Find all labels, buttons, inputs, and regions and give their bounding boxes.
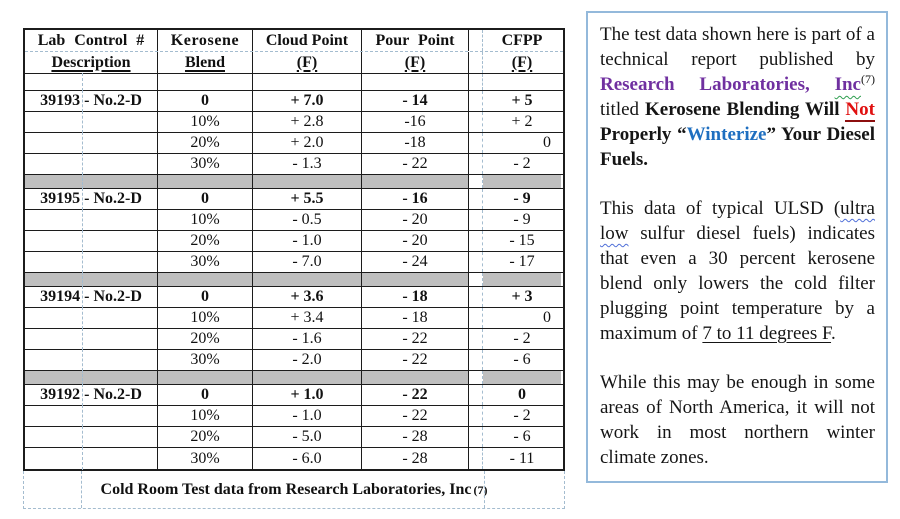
para2-middle: sulfur diesel fuels) indicates that even a 30 percent kerosene blend only lowers the cold filter plugging point temperature by a maximum of (600, 223, 875, 344)
data-row (25, 112, 563, 133)
data-row (25, 189, 563, 210)
separator-row (25, 175, 563, 189)
cloud-point-value: - 1.6 (253, 329, 362, 349)
data-row (25, 91, 563, 112)
cfpp-value: 0 (543, 134, 551, 151)
paragraph-3: While this may be enough in some areas of North America, it will not work in most northern winter climate zones. (600, 372, 875, 468)
cfpp-value: + 5 (511, 92, 533, 109)
pour-point-value: - 22 (362, 385, 469, 405)
pour-point-value: - 28 (362, 427, 469, 447)
cfpp-value: - 2 (513, 407, 531, 424)
col-header-lab-control: Lab Control # (25, 30, 158, 51)
blend-value: 30% (158, 154, 253, 174)
pour-point-value: -16 (362, 112, 469, 132)
data-row (25, 252, 563, 273)
blend-value: 20% (158, 231, 253, 251)
cloud-point-value: - 7.0 (253, 252, 362, 272)
cfpp-value: - 6 (513, 428, 531, 445)
cloud-point-value: + 1.0 (253, 385, 362, 405)
cloud-point-value: + 2.8 (253, 112, 362, 132)
cfpp-value: - 2 (513, 155, 531, 172)
para2-period: . (831, 323, 836, 344)
blend-value: 10% (158, 308, 253, 328)
pour-point-value: - 28 (362, 448, 469, 469)
col-header-description: Description (25, 52, 158, 73)
pour-point-value: - 22 (362, 154, 469, 174)
cfpp-value: - 17 (509, 253, 535, 270)
blend-value: 30% (158, 252, 253, 272)
blend-value: 10% (158, 210, 253, 230)
blend-value: 20% (158, 329, 253, 349)
separator-row (25, 273, 563, 287)
test-data-table (23, 28, 565, 509)
data-row (25, 448, 563, 469)
pour-point-value: - 18 (362, 287, 469, 307)
pour-point-value: - 20 (362, 231, 469, 251)
col-header-cloud-point: Cloud Point (253, 30, 362, 51)
para2-degrees-range: 7 to 11 degrees F (702, 323, 832, 344)
cloud-point-value: - 1.0 (253, 406, 362, 426)
cfpp-value: - 11 (509, 449, 535, 467)
data-row (25, 154, 563, 175)
cloud-point-value: - 0.5 (253, 210, 362, 230)
data-row (25, 308, 563, 329)
blend-value: 0 (158, 385, 253, 405)
empty-row (25, 74, 563, 91)
data-row (25, 231, 563, 252)
table-body (23, 28, 565, 471)
data-row (25, 427, 563, 448)
data-row (25, 385, 563, 406)
cfpp-value: - 9 (513, 211, 531, 228)
pour-point-value: - 24 (362, 252, 469, 272)
col-header-blend: Blend (158, 52, 253, 73)
header-row-2 (25, 52, 563, 74)
company-inc: Inc (834, 74, 861, 95)
cfpp-value: + 2 (511, 113, 533, 130)
blend-value: 10% (158, 112, 253, 132)
cloud-point-value: - 2.0 (253, 350, 362, 370)
close-quote: ” (766, 124, 776, 145)
cloud-point-value: + 5.5 (253, 189, 362, 209)
report-title-not: Not (845, 99, 875, 120)
blend-value: 20% (158, 133, 253, 153)
footnote-text: Cold Room Test data from Research Laboratories, Inc (100, 480, 472, 498)
blend-value: 30% (158, 350, 253, 370)
company-name: Research Laboratories, (600, 74, 835, 95)
cloud-point-value: + 7.0 (253, 91, 362, 111)
pour-point-value: - 16 (362, 189, 469, 209)
report-title-properly: Properly (600, 124, 678, 145)
col-header-cloud-unit: (F) (253, 52, 362, 73)
header-row-1 (25, 30, 563, 52)
sample-label: 39195 - No.2-D (25, 189, 158, 209)
pour-point-value: - 22 (362, 406, 469, 426)
table-footnote: Cold Room Test data from Research Laboratories, Inc (7) (23, 471, 565, 509)
cfpp-value: + 3 (511, 288, 533, 305)
cloud-point-value: + 2.0 (253, 133, 362, 153)
cfpp-value: - 15 (509, 232, 535, 249)
paragraph-2 (600, 196, 875, 346)
cloud-point-value: - 1.0 (253, 231, 362, 251)
pour-point-value: - 22 (362, 329, 469, 349)
cfpp-value: 0 (518, 386, 526, 403)
para2-start: This data of typical ULSD ( (600, 198, 841, 219)
data-row (25, 406, 563, 427)
data-row (25, 210, 563, 231)
cloud-point-value: + 3.4 (253, 308, 362, 328)
cfpp-value: - 2 (513, 330, 531, 347)
data-row (25, 350, 563, 371)
blend-value: 0 (158, 189, 253, 209)
spacer-cell (469, 30, 483, 51)
spacer-cell (469, 52, 483, 73)
col-header-pour-point: Pour Point (362, 30, 469, 51)
blend-value: 0 (158, 91, 253, 111)
col-header-pour-unit: (F) (362, 52, 469, 73)
col-header-cfpp: CFPP (501, 31, 543, 49)
data-row (25, 133, 563, 154)
sample-label: 39193 - No.2-D (25, 91, 158, 111)
pour-point-value: -18 (362, 133, 469, 153)
report-title-winterize: Winterize (686, 124, 767, 145)
sample-label: 39194 - No.2-D (25, 287, 158, 307)
cloud-point-value: - 5.0 (253, 427, 362, 447)
commentary-panel (586, 11, 888, 483)
separator-row (25, 371, 563, 385)
col-header-cfpp-unit: (F) (511, 53, 533, 71)
paragraph-1 (600, 22, 875, 172)
blend-value: 20% (158, 427, 253, 447)
cfpp-value: 0 (543, 309, 551, 326)
pour-point-value: - 14 (362, 91, 469, 111)
data-row (25, 287, 563, 308)
blend-value: 30% (158, 448, 253, 469)
pour-point-value: - 20 (362, 210, 469, 230)
sample-label: 39192 - No.2-D (25, 385, 158, 405)
blend-value: 10% (158, 406, 253, 426)
para1-titled: titled (600, 99, 645, 120)
cloud-point-value: - 6.0 (253, 448, 362, 469)
open-quote: “ (677, 124, 687, 145)
pour-point-value: - 18 (362, 308, 469, 328)
para2-ultra-low: ultra low (600, 198, 875, 244)
data-row (25, 329, 563, 350)
cloud-point-value: - 1.3 (253, 154, 362, 174)
citation-reference: (7) (861, 72, 875, 86)
col-header-kerosene: Kerosene (158, 30, 253, 51)
cloud-point-value: + 3.6 (253, 287, 362, 307)
pour-point-value: - 22 (362, 350, 469, 370)
para1-intro: The test data shown here is part of a technical report published by (600, 24, 875, 70)
report-title-part1: Kerosene Blending Will (644, 99, 846, 120)
report-title-end: Your Diesel Fuels. (600, 124, 875, 170)
cfpp-value: - 9 (513, 190, 531, 207)
cfpp-value: - 6 (513, 351, 531, 368)
blend-value: 0 (158, 287, 253, 307)
